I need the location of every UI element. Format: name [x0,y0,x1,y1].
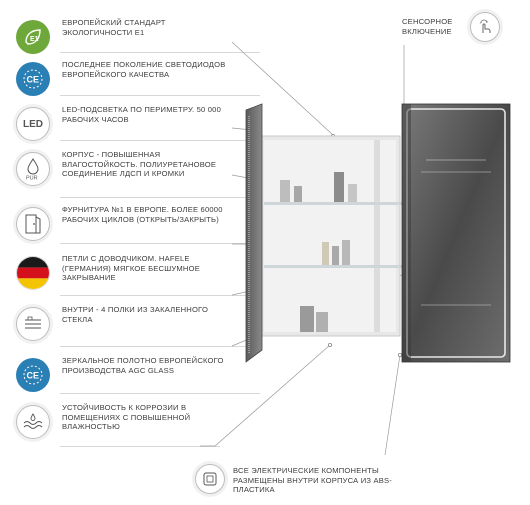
mirror-cabinet-illustration [236,100,516,370]
sensor-label-line1: СЕНСОРНОЕ [402,17,453,26]
bottom-note-text: ВСЕ ЭЛЕКТРИЧЕСКИЕ КОМПОНЕНТЫ РАЗМЕЩЕНЫ ВНУТРИ КОРПУСА ИЗ ABS-ПЛАСТИКА [233,466,393,495]
feature-text: ВНУТРИ - 4 ПОЛКИ ИЗ ЗАКАЛЕННОГО СТЕКЛА [62,305,209,324]
feature-text: УСТОЙЧИВОСТЬ К КОРРОЗИИ В ПОМЕЩЕНИЯХ С ПОВЫШЕННОЙ ВЛАЖНОСТЬЮ [62,403,191,432]
sensor-label [402,17,453,37]
feature-text: LED-ПОДСВЕТКА ПО ПЕРИМЕТРУ. 50 000 РАБОЧИХ ЧАСОВ [62,105,222,124]
touch-hand-icon [470,12,500,42]
sensor-label-line2: ВКЛЮЧЕНИЕ [402,26,452,36]
led-badge-text: LED [23,118,43,130]
svg-text:CE: CE [26,370,40,381]
feature-text: ПОСЛЕДНЕЕ ПОКОЛЕНИЕ СВЕТОДИОДОВ ЕВРОПЕЙСКОГО КАЧЕСТВА [62,60,226,79]
feature-text: ЕВРОПЕЙСКИЙ СТАНДАРТ ЭКОЛОГИЧНОСТИ Е1 [62,18,166,37]
mirror-cabinet-drawing [236,100,516,370]
feature-text: ФУРНИТУРА №1 В ЕВРОПЕ. БОЛЕЕ 60000 РАБОЧИХ ЦИКЛОВ (ОТКРЫТЬ/ЗАКРЫТЬ) [62,205,223,224]
svg-text:PUR: PUR [26,175,38,182]
feature-text: КОРПУС - ПОВЫШЕННАЯ ВЛАГОСТОЙКОСТЬ. ПОЛИУРЕТАНОВОЕ СОЕДИНЕНИЕ ЛДСП И КРОМКИ [62,150,217,179]
svg-text:E1: E1 [30,36,39,43]
svg-text:CE: CE [26,74,40,85]
feature-text: ПЕТЛИ С ДОВОДЧИКОМ. HAFELE (ГЕРМАНИЯ) МЯГКОЕ БЕСШУМНОЕ ЗАКРЫВАНИЕ [62,254,200,283]
feature-text: ЗЕРКАЛЬНОЕ ПОЛОТНО ЕВРОПЕЙСКОГО ПРОИЗВОДСТВА AGC GLASS [62,356,224,375]
electrical-box-icon [195,464,225,494]
